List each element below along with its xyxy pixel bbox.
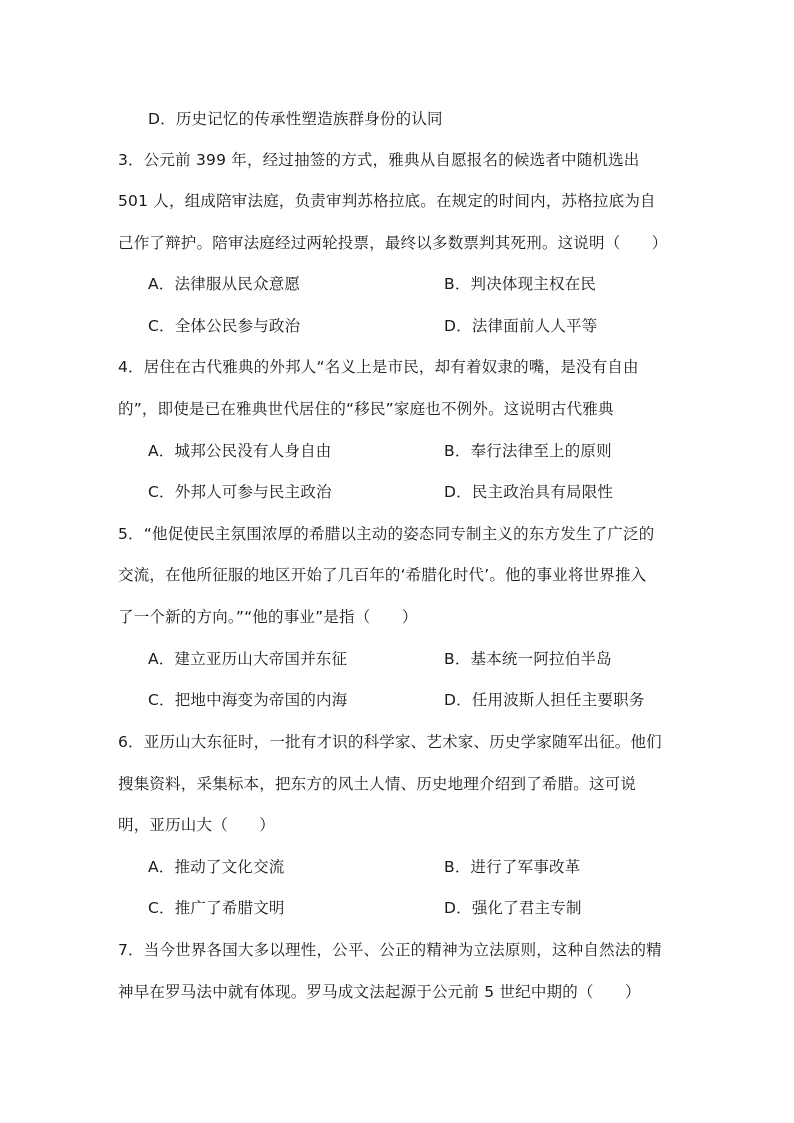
q5-stem-line-1: 5．“他促使民主氛围浓厚的希腊以主动的姿态同专制主义的东方发生了广泛的: [118, 525, 655, 543]
q6-option-b: B．进行了军事改革: [444, 858, 581, 876]
q3-option-c: C．全体公民参与政治: [148, 317, 301, 335]
q6-option-a: A．推动了文化交流: [148, 858, 285, 876]
q6-option-d: D．强化了君主专制: [444, 899, 582, 917]
q2-option-d: D．历史记忆的传承性塑造族群身份的认同: [148, 110, 443, 128]
q4-option-d: D．民主政治具有局限性: [444, 483, 614, 501]
q4-option-b: B．奉行法律至上的原则: [444, 442, 612, 460]
q7-stem-line-2: 神早在罗马法中就有体现。罗马成文法起源于公元前 5 世纪中期的（ ）: [118, 983, 641, 1001]
q5-option-d: D．任用波斯人担任主要职务: [444, 691, 645, 709]
q3-option-b: B．判决体现主权在民: [444, 275, 597, 293]
q3-option-a: A．法律服从民众意愿: [148, 275, 301, 293]
q4-stem-line-2: 的”，即使是已在雅典世代居住的“移民”家庭也不例外。这说明古代雅典: [118, 400, 614, 418]
q6-stem-line-2: 搜集资料，采集标本，把东方的风土人情、历史地理介绍到了希腊。这可说: [118, 775, 637, 793]
q6-stem-line-3: 明，亚历山大（ ）: [118, 816, 276, 834]
q3-option-d: D．法律面前人人平等: [444, 317, 598, 335]
q5-stem-line-3: 了一个新的方向。”“他的事业”是指（ ）: [118, 608, 418, 626]
q5-stem-line-2: 交流，在他所征服的地区开始了几百年的‘希腊化时代’。他的事业将世界推入: [118, 566, 647, 584]
q4-stem-line-1: 4．居住在古代雅典的外邦人“名义上是市民，却有着奴隶的嘴，是没有自由: [118, 358, 639, 376]
q4-option-a: A．城邦公民没有人身自由: [148, 442, 332, 460]
q3-stem-line-1: 3．公元前 399 年，经过抽签的方式，雅典从自愿报名的候选者中随机选出: [118, 151, 640, 169]
q5-option-b: B．基本统一阿拉伯半岛: [444, 650, 612, 668]
q7-stem-line-1: 7．当今世界各国大多以理性，公平、公正的精神为立法原则，这种自然法的精: [118, 941, 662, 959]
q3-stem-line-3: 己作了辩护。陪审法庭经过两轮投票，最终以多数票判其死刑。这说明（ ）: [118, 234, 668, 252]
q5-option-c: C．把地中海变为帝国的内海: [148, 691, 348, 709]
q4-option-c: C．外邦人可参与民主政治: [148, 483, 332, 501]
q3-stem-line-2: 501 人，组成陪审法庭，负责审判苏格拉底。在规定的时间内，苏格拉底为自: [118, 192, 656, 210]
q6-stem-line-1: 6．亚历山大东征时，一批有才识的科学家、艺术家、历史学家随军出征。他们: [118, 733, 662, 751]
q6-option-c: C．推广了希腊文明: [148, 899, 285, 917]
q5-option-a: A．建立亚历山大帝国并东征: [148, 650, 348, 668]
